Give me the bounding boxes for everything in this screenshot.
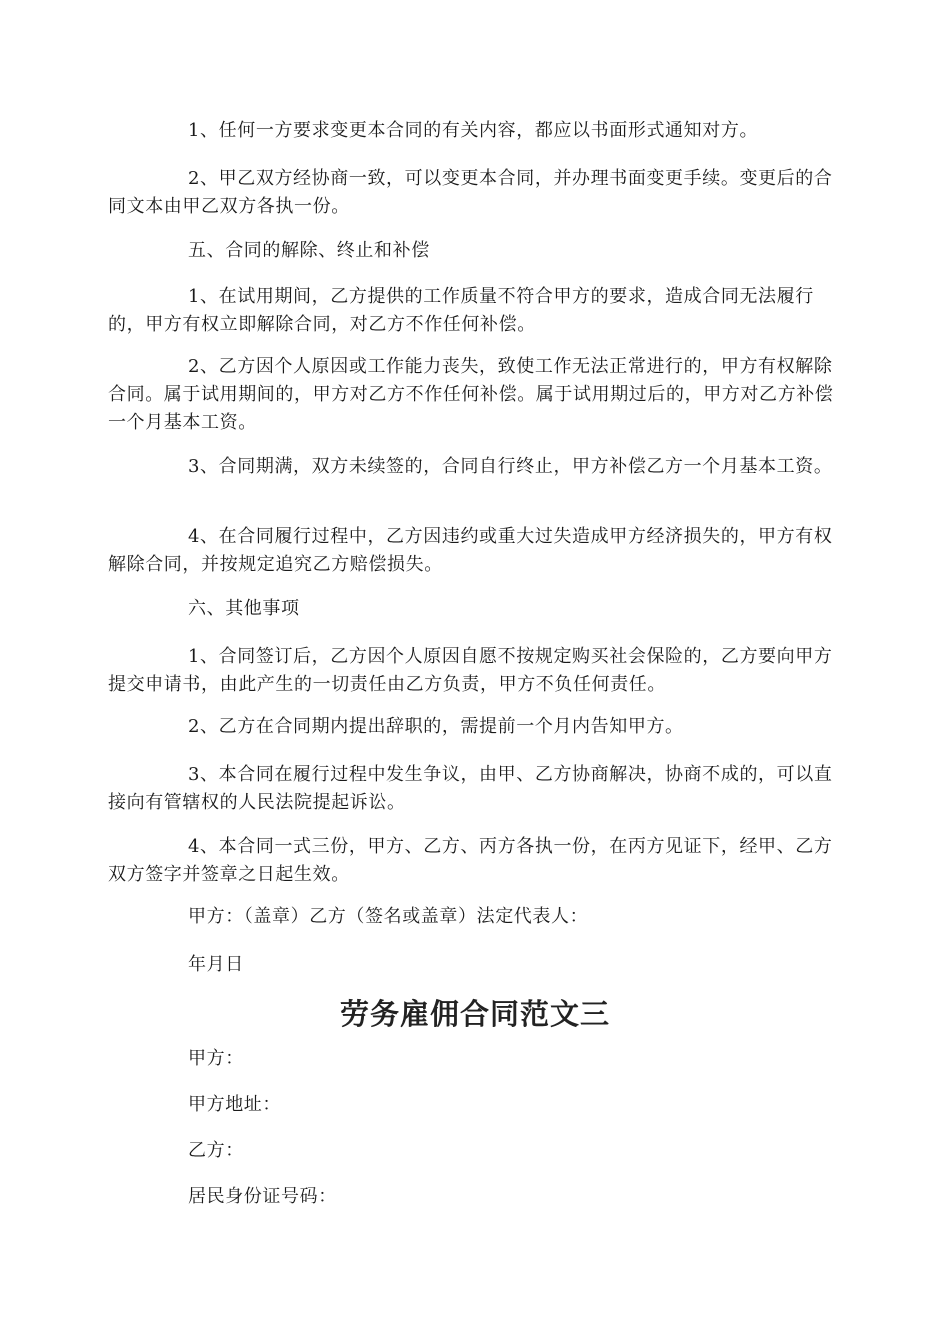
paragraph-change-procedure: 2、甲乙双方经协商一致，可以变更本合同，并办理书面变更手续。变更后的合同文本由甲乙双方各执一份。 <box>108 168 833 217</box>
section-title: 劳务雇佣合同范文三 <box>339 997 610 1031</box>
field-party-a-address: 甲方地址： <box>188 1094 281 1115</box>
paragraph-contract-expiry: 3、合同期满，双方未续签的，合同自行终止，甲方补偿乙方一个月基本工资。 <box>188 456 833 477</box>
paragraph-social-insurance: 1、合同签订后，乙方因个人原因自愿不按规定购买社会保险的，乙方要向甲方提交申请书，由此产生的一切责任由乙方负责，甲方不负任何责任。 <box>108 646 833 695</box>
field-id-number: 居民身份证号码： <box>188 1186 337 1207</box>
paragraph-resignation-notice: 2、乙方在合同期内提出辞职的，需提前一个月内告知甲方。 <box>188 716 684 737</box>
paragraph-breach-liability: 4、在合同履行过程中，乙方因违约或重大过失造成甲方经济损失的，甲方有权解除合同，并按规定追究乙方赔偿损失。 <box>108 526 833 575</box>
paragraph-dispute-resolution: 3、本合同在履行过程中发生争议，由甲、乙方协商解决，协商不成的，可以直接向有管辖权的人民法院提起诉讼。 <box>108 764 833 813</box>
field-party-b: 乙方： <box>188 1140 244 1161</box>
section-heading-termination: 五、合同的解除、终止和补偿 <box>188 240 430 261</box>
paragraph-copies-effectiveness: 4、本合同一式三份，甲方、乙方、丙方各执一份，在丙方见证下，经甲、乙方双方签字并签章之日起生效。 <box>108 836 833 885</box>
paragraph-change-notice: 1、任何一方要求变更本合同的有关内容，都应以书面形式通知对方。 <box>188 120 759 141</box>
field-party-a: 甲方： <box>188 1048 244 1069</box>
signature-line: 甲方：（盖章）乙方（签名或盖章）法定代表人： <box>188 906 589 927</box>
paragraph-probation-termination: 1、在试用期间，乙方提供的工作质量不符合甲方的要求，造成合同无法履行的，甲方有权立即解除合同，对乙方不作任何补偿。 <box>108 286 814 335</box>
section-heading-other-matters: 六、其他事项 <box>188 598 300 619</box>
date-line: 年月日 <box>188 954 244 975</box>
paragraph-incapacity-termination: 2、乙方因个人原因或工作能力丧失，致使工作无法正常进行的，甲方有权解除合同。属于试用期间的，甲方对乙方不作任何补偿。属于试用期过后的，甲方对乙方补偿一个月基本工资。 <box>108 356 834 433</box>
